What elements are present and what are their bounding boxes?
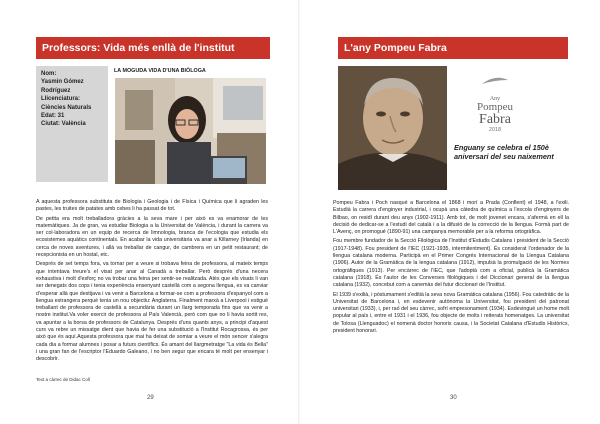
profile-info-box	[36, 66, 108, 182]
photo-caption: LA MOGUDA VIDA D'UNA BIÒLOGA	[114, 68, 206, 74]
article-paragraph: Fou membre fundador de la Secció Filològica de l'Institut d'Estudis Catalans i president de la Secció (1917-1948). Fou president de l'IEC (1921-1935, intermitentment). És considerat l'ordenador de la llengua catalana moderna. Participà en el Primer Congrés Internacional de la Llengua Catalana (1906). Autor de la Gramàtica de la lengua catalana (1912), impulsà la promulgació de les Normes ortogràfiques (1913). Per encàrrec de l'IEC, que l'adoptà com a oficial, publicà la Gramàtica catalana (1918). És l'autor de les Converses filològiques i del Diccionari general de la llengua catalana (1932), concebut com a canemàs del futur diccionari de l'Institut.	[333, 238, 569, 289]
logo-year: 2018	[488, 127, 502, 133]
info-label-name: Nom:	[41, 71, 57, 77]
info-value-name-1: Yasmin Gómez	[41, 79, 84, 86]
text-credit: Text a càrrec de Didac Coll	[36, 377, 90, 382]
info-city: Ciutat: València	[41, 121, 86, 128]
logo-line-2: Pompeu	[476, 101, 514, 113]
article-body	[36, 199, 268, 366]
right-page	[300, 0, 600, 424]
article-paragraph: A aquesta professora substituta de Biologia i Geologia i de Física i Química que li agraden les pastes, les truites de patates amb cebes li ha passat de tot.	[36, 199, 268, 213]
info-value-degree: Ciències Naturals	[41, 104, 92, 111]
anniversary-quote: Enguany se celebra el 150è aniversari del seu naixement	[454, 143, 554, 161]
page-number: 30	[450, 395, 457, 401]
left-page-header: Professors: Vida més enllà de l'institut	[36, 37, 270, 59]
info-age: Edat: 31	[41, 113, 65, 120]
info-label-degree: Llicenciatura:	[41, 96, 81, 103]
article-paragraph: Pompeu Fabra i Poch nasqué a Barcelona el 1868 i morí a Prada (Conflent) el 1948, a l'exili. Estudià la carrera d'enginyer industrial, i ocupà una càtedra de química a l'escola d'enginyers de Bilbao, on residí durant deu anys (1902-1911). Amb tot, de molt jovenet encara, s'afermà en ell la decisió de dedicar-se a l'estudi del català i a la difusió de la correcció de la llengua. Formà part de L'Avenç, on promogué (1890-91) una campanya memorable per a la reforma ortogràfica.	[333, 200, 569, 236]
right-page-header: L'any Pompeu Fabra	[338, 37, 568, 59]
article-paragraph: De petita era molt treballadora gràcies a la seva mare i per això es va enamorar de les matemàtiques. Ja de gran, va estudiar Biologia a la Universitat de València, i durant la carrera va ser col·laboradora en un equip de recerca de limnologia, branca de l'ecologia que estudia els ecosistemes aquàtics continentals. En acabar la vida universitària va anar a Killarney (Irlanda) en cerca de noves aventures, i allà va treballar de cangur, de cambrera en un petit restaurant; de recepcionista en un hostal, etc.	[36, 215, 268, 259]
article-paragraph: Després de set temps fora, va tornar per a veure si trobava feina de professora, al mateix temps que intentava treure's el visat per anar al Canadà a treballar. Però després d'una necera exhaustiva i molt d'esforç no va trobar una feina per sentir-se realitzada. Atès que els visats li van ser denegats dos cops i tenia experiència ensenyant castellà com a segona llengua, es va canviar d'esperar allà que destijava i va venir a Barcelona a formar-se com a professora d'espanyol com a llengua estrangera perquè tenia un nou objectiu: Anglaterra. Finalment marxà a Liverpool i estigué treballant de professora de castellà a secundària durant un llarg temporada fins que va venir a nostre institut.Va voler exercir de professora al País Valencià, però com que no li havia sortit res, va apuntar a la borsa de professors de Catalunya. Després d'uns quants anys, a principi d'aquest curs va rebre un missatge dient que havia de fer una substitució a l'Institut Rocagrossa, és per això que és aquí.Aquesta professora que mai ha deixat de somiar a veure el món sencer s'alegra cada dia a formar alumnes i posar a futurs científics. És amant del llargmetratge "La vida és Bella" i una gran fan de l'escriptor l'Eduardo Galeano, i no ben segur que encara té molt per ensenyar i descobrir.	[36, 261, 268, 363]
logo-line-1: Any	[489, 96, 501, 102]
info-value-name-2: Rodríguez	[41, 87, 71, 94]
page-number: 29	[147, 395, 154, 401]
logo-line-3: Fabra	[479, 112, 511, 127]
feather-icon	[480, 76, 510, 86]
article-paragraph: El 1939 s'exilià, i pòstumament s'editià la seva nova Gramàtica catalana (1956). Fou catedràtic de la Universitat de Barcelona i, en esdevenir autònoma la Universitat, fou president del patronat universitari (1933), i, per raó del seu càrrec, sofrí empresonament (1934). Esdevingué un home molt popular al país i, entre el 1931 i el 1936, fou objecte de molts i reiterats homenatges. La universitat de Tolosa (Llenguadoc) el nomenà doctor honoris causa, i la Societat Catalana d'Estudis Històrics, president honorari.	[333, 291, 569, 335]
teacher-photo	[115, 78, 266, 184]
any-pompeu-fabra-logo	[462, 74, 528, 138]
article-body	[333, 200, 569, 337]
pompeu-fabra-portrait	[338, 66, 447, 190]
